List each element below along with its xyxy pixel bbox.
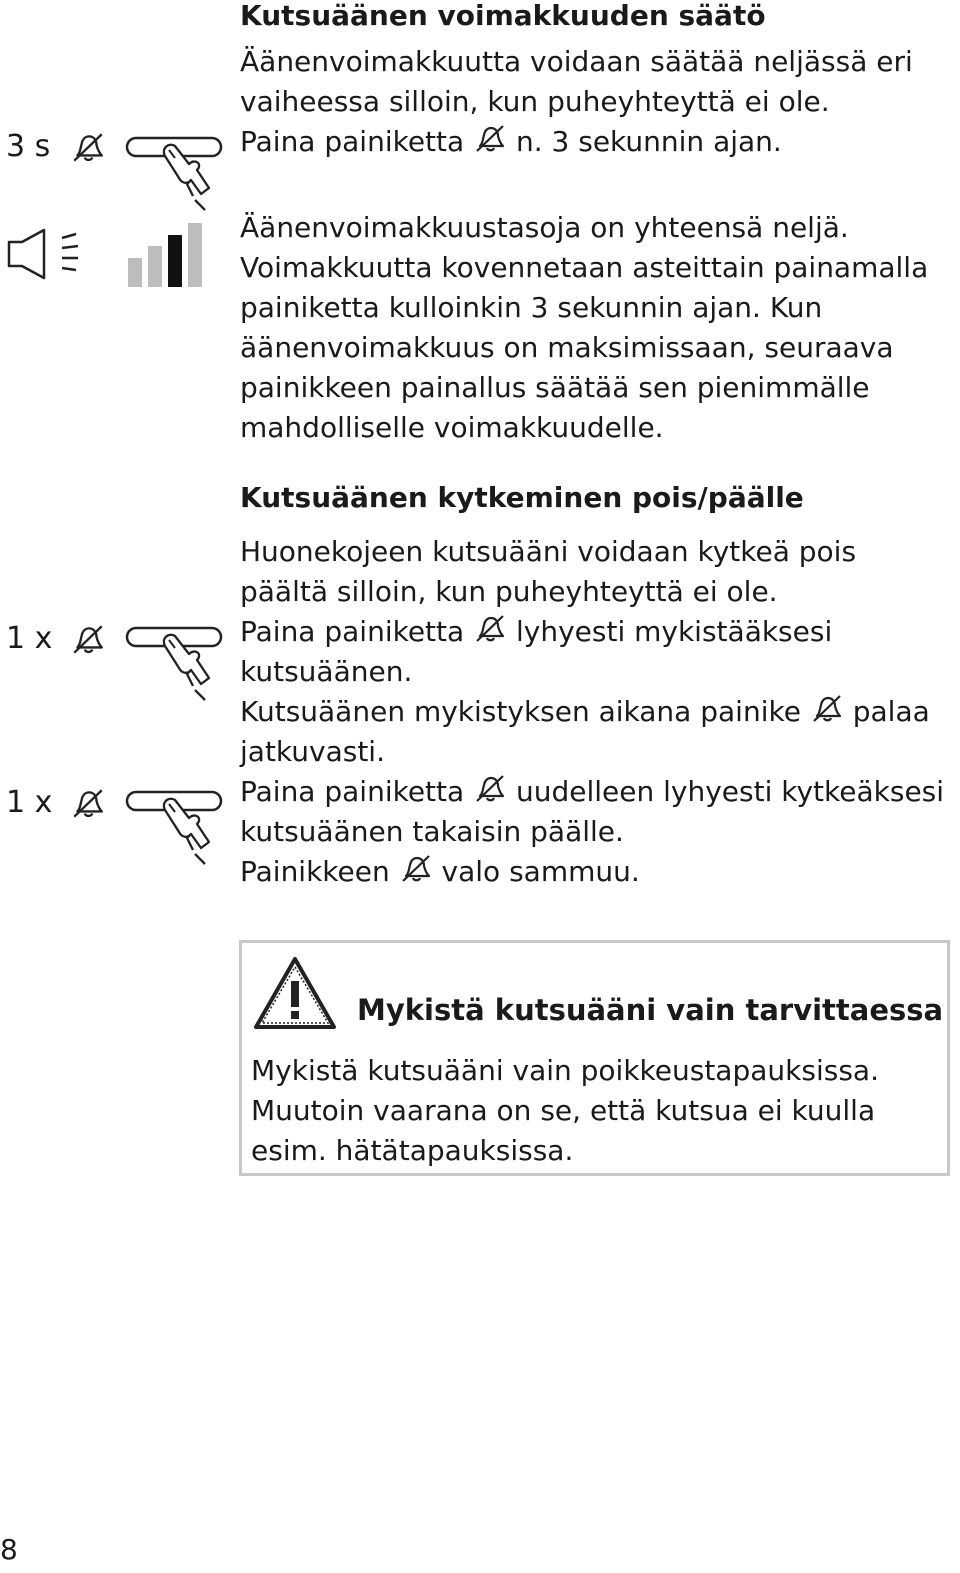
text-line: päältä silloin, kun puheyhteyttä ei ole. bbox=[240, 575, 778, 608]
bell-off-icon bbox=[473, 124, 507, 154]
bell-off-icon bbox=[473, 774, 507, 804]
text-line: Voimakkuutta kovennetaan asteittain painamalla bbox=[240, 251, 929, 284]
bell-off-icon bbox=[70, 624, 106, 656]
speaker-icon bbox=[6, 228, 86, 280]
text-line: painikkeen painallus säätää sen pienimmälle bbox=[240, 371, 870, 404]
volume-bar-2 bbox=[148, 246, 162, 287]
text-line: painiketta kulloinkin 3 sekunnin ajan. Kun bbox=[240, 291, 823, 324]
text-line: Paina painiketta lyhyesti mykistääksesi bbox=[240, 615, 833, 648]
hand-press-button-icon bbox=[125, 624, 225, 704]
section1-paragraph1 bbox=[240, 42, 913, 162]
step-label-1x-second: 1 x bbox=[6, 785, 53, 820]
text-line: Äänenvoimakkuutta voidaan säätää neljässä eri bbox=[240, 45, 913, 78]
text-line: Paina painiketta n. 3 sekunnin ajan. bbox=[240, 125, 782, 158]
text-line: mahdolliselle voimakkuudelle. bbox=[240, 411, 664, 444]
text-line: Huonekojeen kutsuääni voidaan kytkeä pois bbox=[240, 535, 857, 568]
text-line: esim. hätätapauksissa. bbox=[251, 1134, 574, 1167]
hand-press-button-icon bbox=[125, 134, 225, 214]
section2-title: Kutsuäänen kytkeminen pois/päälle bbox=[240, 481, 804, 514]
text-line: Kutsuäänen mykistyksen aikana painike palaa bbox=[240, 695, 930, 728]
text-line: Paina painiketta uudelleen lyhyesti kytkeäksesi bbox=[240, 775, 945, 808]
text-line: Painikkeen valo sammuu. bbox=[240, 855, 640, 888]
warning-text bbox=[251, 1051, 879, 1171]
bell-off-icon bbox=[70, 788, 106, 820]
section1-paragraph2 bbox=[240, 208, 928, 448]
text-line: vaiheessa silloin, kun puheyhteyttä ei ole. bbox=[240, 85, 830, 118]
volume-bar-3 bbox=[168, 235, 182, 287]
warning-title: Mykistä kutsuääni vain tarvittaessa bbox=[357, 993, 944, 1027]
text-line: äänenvoimakkuus on maksimissaan, seuraava bbox=[240, 331, 894, 364]
step-label-1x: 1 x bbox=[6, 621, 53, 656]
volume-level-bars bbox=[126, 222, 212, 288]
page-number: 8 bbox=[0, 1533, 18, 1566]
hand-press-button-icon bbox=[125, 788, 225, 868]
volume-bar-1 bbox=[128, 258, 142, 287]
warning-triangle-icon bbox=[252, 955, 338, 1031]
bell-off-icon bbox=[473, 614, 507, 644]
text-line: Mykistä kutsuääni vain poikkeustapauksissa. bbox=[251, 1054, 879, 1087]
warning-box bbox=[239, 940, 950, 1176]
text-line: kutsuäänen takaisin päälle. bbox=[240, 815, 624, 848]
section1-title: Kutsuäänen voimakkuuden säätö bbox=[240, 0, 766, 32]
section2-paragraph bbox=[240, 532, 944, 892]
bell-off-icon bbox=[810, 694, 844, 724]
bell-off-icon bbox=[399, 854, 433, 884]
text-line: Äänenvoimakkuustasoja on yhteensä neljä. bbox=[240, 211, 849, 244]
text-line: jatkuvasti. bbox=[240, 735, 385, 768]
text-line: Muutoin vaarana on se, että kutsua ei kuulla bbox=[251, 1094, 876, 1127]
text-line: kutsuäänen. bbox=[240, 655, 413, 688]
volume-bar-4 bbox=[188, 223, 202, 287]
step-label-3s: 3 s bbox=[6, 129, 51, 164]
bell-off-icon bbox=[70, 132, 106, 164]
